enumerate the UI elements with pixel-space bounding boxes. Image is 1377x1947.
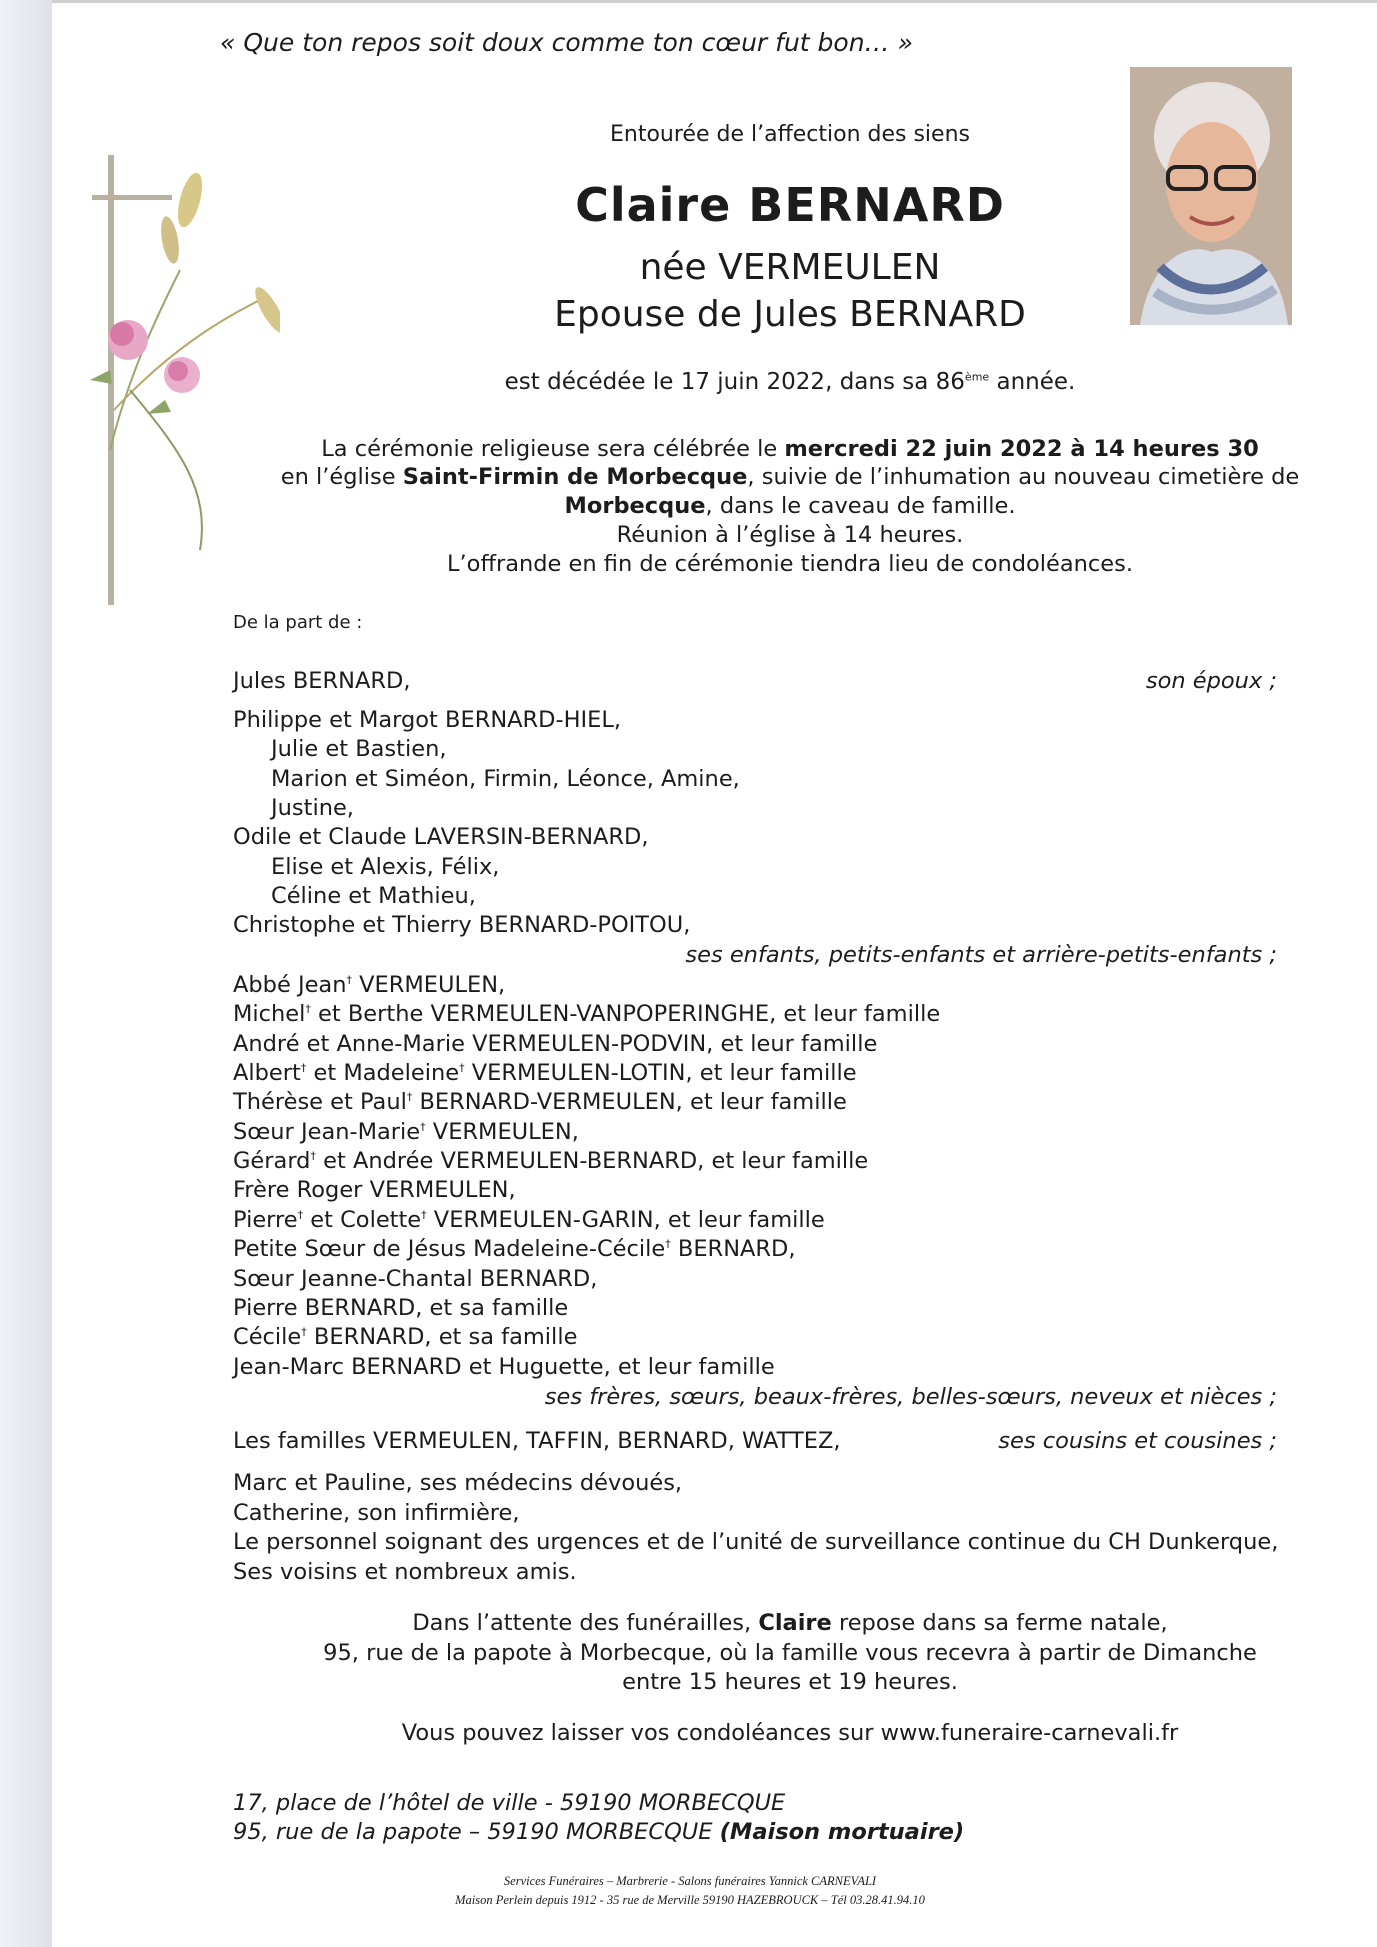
family-line: Cécile† BERNARD, et sa famille — [233, 1324, 578, 1350]
ceremony-line-4: Réunion à l’église à 14 heures. — [616, 522, 964, 548]
other-line: Le personnel soignant des urgences et de l’unité de surveillance continue du CH Dunkerque, — [233, 1529, 1279, 1555]
condolences-line: Vous pouvez laisser vos condoléances sur www.funeraire-carnevali.fr — [401, 1720, 1179, 1746]
family-line: Abbé Jean† VERMEULEN, — [233, 972, 506, 998]
family-line: Albert† et Madeleine† VERMEULEN-LOTIN, et leur famille — [233, 1060, 857, 1086]
from-label: De la part de : — [233, 612, 363, 633]
side-band — [0, 0, 52, 1947]
family-line: Céline et Mathieu, — [271, 883, 476, 909]
family-line: Sœur Jeanne-Chantal BERNARD, — [233, 1266, 598, 1292]
other-line: Catherine, son infirmière, — [233, 1500, 520, 1526]
family-line: Justine, — [271, 795, 354, 821]
maiden-name: née VERMEULEN — [639, 247, 941, 288]
ceremony-line-5: L’offrande en fin de cérémonie tiendra lieu de condoléances. — [446, 551, 1133, 577]
ceremony-line-1: La cérémonie religieuse sera célébrée le mercredi 22 juin 2022 à 14 heures 30 — [321, 436, 1259, 462]
relation-children: ses enfants, petits-enfants et arrière-petits-enfants ; — [685, 942, 1277, 968]
family-line: Pierre BERNARD, et sa famille — [233, 1295, 569, 1321]
vigil-line-1: Dans l’attente des funérailles, Claire repose dans sa ferme natale, — [412, 1610, 1168, 1636]
footer-line-1: Services Funéraires – Marbrerie - Salons funéraires Yannick CARNEVALI — [503, 1874, 877, 1888]
vigil-line-2: 95, rue de la papote à Morbecque, où la famille vous recevra à partir de Dimanche — [323, 1640, 1257, 1666]
family-line: Gérard† et Andrée VERMEULEN-BERNARD, et leur famille — [233, 1148, 869, 1174]
ceremony-line-3: Morbecque, dans le caveau de famille. — [564, 493, 1016, 519]
cross-flowers-illustration — [50, 150, 280, 610]
family-line: Pierre† et Colette† VERMEULEN-GARIN, et leur famille — [233, 1207, 825, 1233]
address-line-2: 95, rue de la papote – 59190 MORBECQUE (Maison mortuaire) — [233, 1819, 965, 1845]
family-line: Frère Roger VERMEULEN, — [233, 1177, 516, 1203]
deceased-name: Claire BERNARD — [575, 178, 1005, 232]
relation-siblings: ses frères, sœurs, beaux-frères, belles-sœurs, neveux et nièces ; — [544, 1384, 1277, 1410]
family-line: Julie et Bastien, — [271, 736, 447, 762]
family-line-cousins: Les familles VERMEULEN, TAFFIN, BERNARD, WATTEZ, — [233, 1428, 841, 1454]
footer-line-2: Maison Perlein depuis 1912 - 35 rue de Merville 59190 HAZEBROUCK – Tél 03.28.41.94.10 — [455, 1893, 925, 1907]
family-line: Odile et Claude LAVERSIN-BERNARD, — [233, 824, 649, 850]
spouse-line: Epouse de Jules BERNARD — [554, 294, 1026, 335]
address-line-1: 17, place de l’hôtel de ville - 59190 MORBECQUE — [233, 1790, 786, 1816]
family-line: Elise et Alexis, Félix, — [271, 854, 500, 880]
family-line: Petite Sœur de Jésus Madeleine-Cécile† BERNARD, — [233, 1236, 796, 1262]
death-date-line: est décédée le 17 juin 2022, dans sa 86ème année. — [504, 369, 1076, 395]
other-line: Ses voisins et nombreux amis. — [233, 1559, 577, 1585]
relation-husband: son époux ; — [1145, 668, 1277, 694]
relation-cousins: ses cousins et cousines ; — [998, 1428, 1277, 1454]
other-line: Marc et Pauline, ses médecins dévoués, — [233, 1470, 683, 1496]
family-line: Thérèse et Paul† BERNARD-VERMEULEN, et leur famille — [233, 1089, 847, 1115]
epitaph-quote: « Que ton repos soit doux comme ton cœur fut bon… » — [220, 28, 913, 57]
vigil-line-3: entre 15 heures et 19 heures. — [622, 1669, 958, 1695]
family-line: Michel† et Berthe VERMEULEN-VANPOPERINGHE, et leur famille — [233, 1001, 941, 1027]
family-line: Marion et Siméon, Firmin, Léonce, Amine, — [271, 766, 740, 792]
family-line-husband: Jules BERNARD, — [233, 668, 411, 694]
family-line: Philippe et Margot BERNARD-HIEL, — [233, 707, 622, 733]
intro-line: Entourée de l’affection des siens — [610, 122, 970, 147]
family-line: Christophe et Thierry BERNARD-POITOU, — [233, 912, 691, 938]
ceremony-line-2: en l’église Saint-Firmin de Morbecque, suivie de l’inhumation au nouveau cimetière de — [280, 464, 1300, 490]
family-line: Jean-Marc BERNARD et Huguette, et leur famille — [233, 1354, 775, 1380]
family-line: André et Anne-Marie VERMEULEN-PODVIN, et leur famille — [233, 1031, 878, 1057]
family-line: Sœur Jean-Marie† VERMEULEN, — [233, 1119, 579, 1145]
top-border — [0, 0, 1377, 3]
